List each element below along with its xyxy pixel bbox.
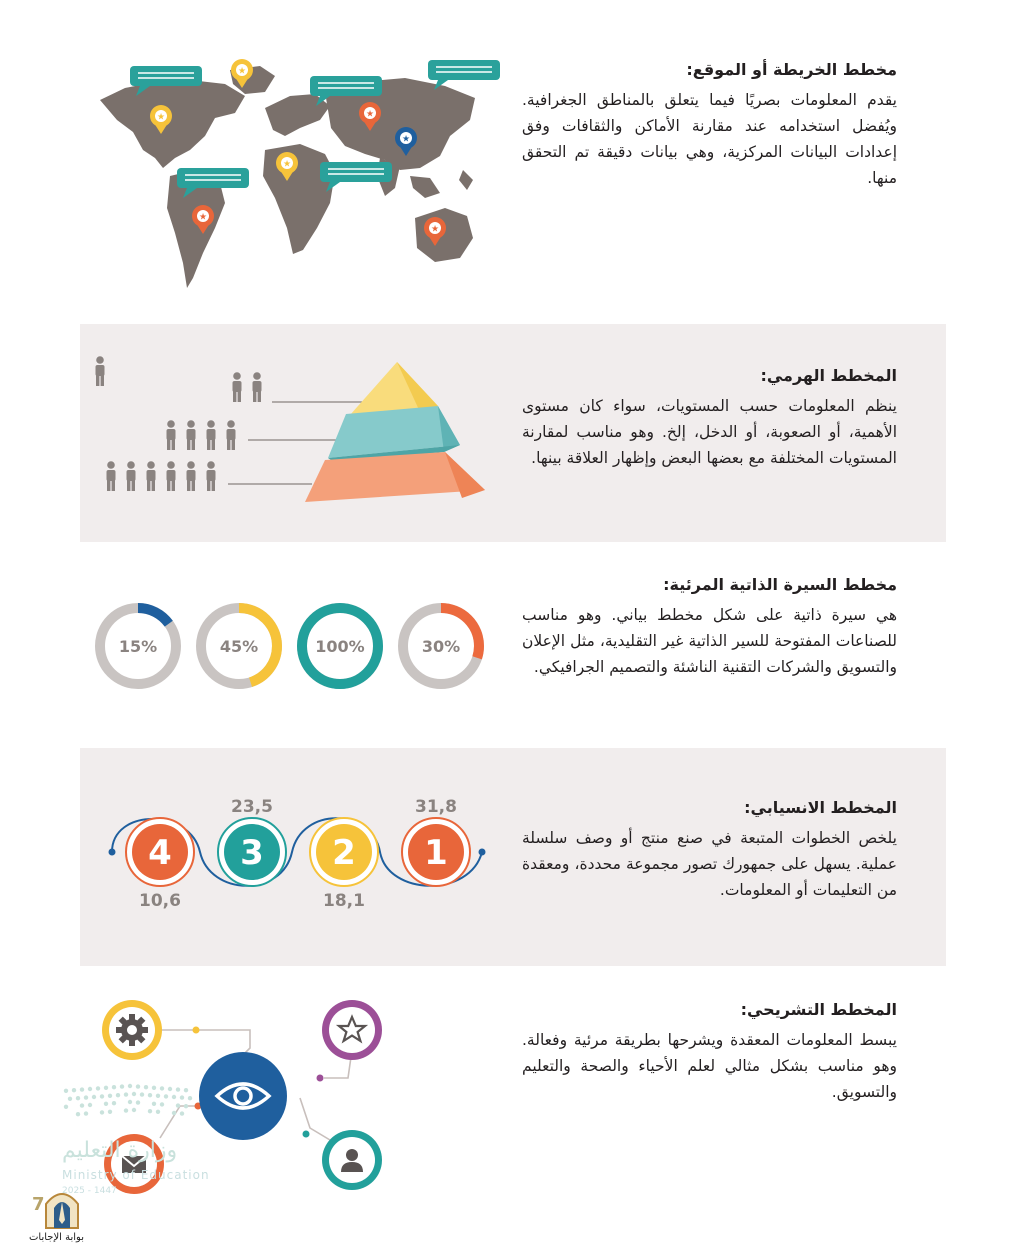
anatomy-section-text	[522, 1000, 897, 1105]
star-icon	[322, 1000, 382, 1060]
donut-3	[302, 608, 378, 684]
flow-diagram	[100, 790, 500, 920]
flow-step-number: 1	[424, 833, 448, 873]
person-icon	[96, 356, 105, 386]
donut-4	[403, 608, 479, 684]
pyramid-graphic	[100, 360, 500, 510]
pyramid-section-title: المخطط الهرمي:	[760, 366, 897, 385]
resume-section-title: مخطط السيرة الذاتية المرئية:	[663, 575, 897, 594]
flow-step-value: 23,5	[231, 797, 273, 817]
resume-donut-chart	[92, 600, 492, 700]
anatomy-section-title: المخطط التشريحي:	[740, 1000, 897, 1019]
resume-section-text	[522, 575, 897, 680]
pyramid-tier-top	[350, 362, 438, 415]
world-map-graphic	[95, 58, 515, 298]
watermark-arabic: وزارة التعليم	[62, 1138, 178, 1163]
flow-section-text	[522, 798, 897, 903]
flow-section-title: المخطط الانسيابي:	[744, 798, 897, 817]
site-logo	[42, 1188, 82, 1230]
pyramid-section-body: ينظم المعلومات حسب المستويات، سواء كان مستوى الأهمية، أو الصعوبة، أو الدخل، إلخ. وهو مناسب لمقارنة المستويات المختلفة مع بعضها البعض وإظهار العلاقة بينها.	[522, 397, 897, 467]
map-section-body: يقدم المعلومات بصريًا فيما يتعلق بالمناطق الجغرافية. ويُفضل استخدامه عند مقارنة الأماكن والثقافات وفق إعدادات البيانات المركزية، وهي بيانات دقيقة تم التحقق منها.	[522, 91, 897, 187]
watermark-year: 2025 - 1447	[62, 1186, 117, 1196]
flow-step-2	[310, 818, 378, 911]
resume-section-body: هي سيرة ذاتية على شكل مخطط بياني. وهو مناسب للصناعات المفتوحة للسير الذاتية غير التقليدية، مثل الإعلان والتسويق والشركات التقنية الناشئة والتصميم الجرافيكي.	[522, 606, 897, 676]
gear-icon	[102, 1000, 162, 1060]
flow-step-number: 3	[240, 833, 264, 873]
ministry-logo-dots	[62, 1082, 202, 1122]
svg-text:★: ★	[237, 66, 247, 77]
flow-step-number: 2	[332, 833, 356, 873]
flow-step-number: 4	[148, 833, 172, 873]
flow-step-4	[126, 818, 194, 911]
svg-text:★: ★	[365, 109, 375, 120]
donut-1	[100, 608, 176, 684]
flow-step-value: 10,6	[139, 891, 181, 911]
flow-step-value: 31,8	[415, 797, 457, 817]
flow-step-1	[402, 797, 470, 886]
svg-text:★: ★	[401, 134, 411, 145]
svg-text:★: ★	[156, 112, 166, 123]
anatomy-section-body: يبسط المعلومات المعقدة ويشرحها بطريقة مرئية وفعالة. وهو مناسب بشكل مثالي لعلم الأحياء والصحة والتعليم والتسويق.	[522, 1031, 897, 1101]
pyramid-section-text	[522, 366, 897, 471]
map-section-title: مخطط الخريطة أو الموقع:	[686, 60, 897, 79]
flow-step-3	[218, 797, 286, 886]
user-icon	[322, 1130, 382, 1190]
map-section-text	[522, 60, 897, 191]
watermark-english: Ministry of Education	[62, 1168, 210, 1182]
eye-icon	[199, 1052, 287, 1140]
site-label: بوابة الإجابات	[29, 1232, 85, 1243]
donut-label: 45%	[219, 637, 259, 656]
donut-label: 15%	[118, 637, 158, 656]
page-number: 7	[32, 1194, 45, 1215]
svg-text:★: ★	[282, 159, 292, 170]
svg-text:★: ★	[430, 224, 440, 235]
donut-label: 30%	[421, 637, 461, 656]
flow-step-value: 18,1	[323, 891, 365, 911]
svg-text:★: ★	[198, 212, 208, 223]
donut-label: 100%	[315, 637, 365, 656]
donut-2	[201, 608, 277, 684]
flow-section-body: يلخص الخطوات المتبعة في صنع منتج أو وصف سلسلة عملية. يسهل على جمهورك تصور مجموعة محددة، ومعقدة من التعليمات أو المعلومات.	[522, 829, 897, 899]
